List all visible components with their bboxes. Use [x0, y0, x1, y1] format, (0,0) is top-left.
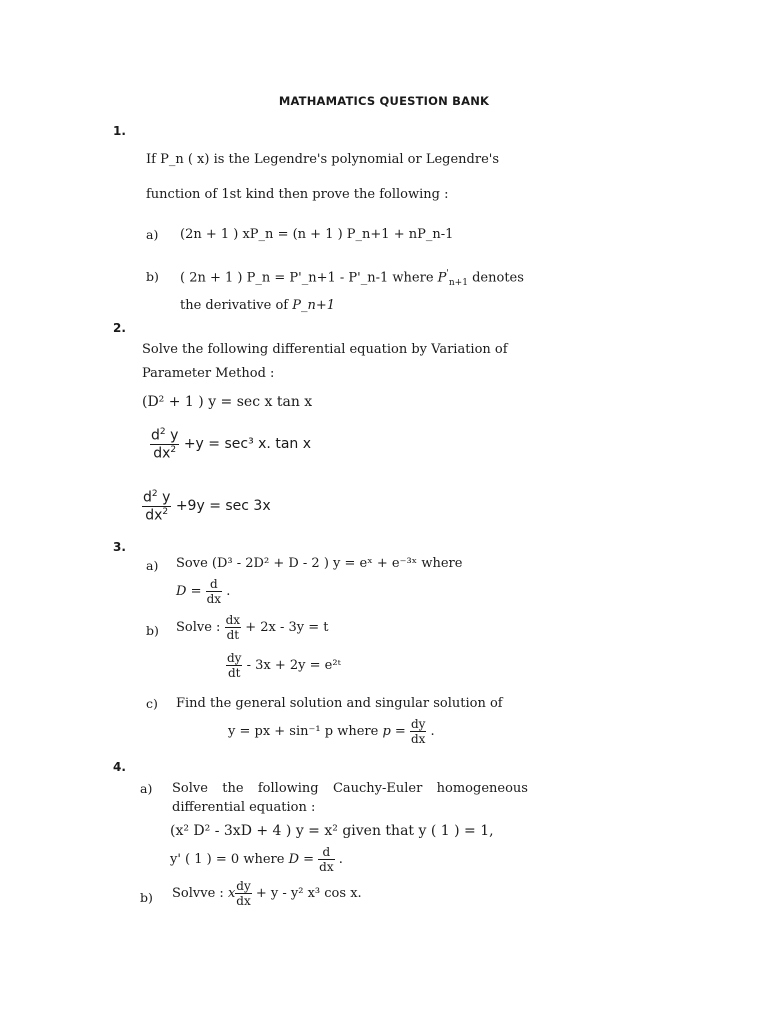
q3-part-a-expression: (D³ - 2D² + D - 2 ) y = eˣ + e⁻³ˣ: [211, 556, 418, 571]
q3-part-a-text: Sove: [176, 556, 208, 571]
q4-part-a-line-1: [172, 781, 528, 796]
q4-part-b-text: Solvve :: [172, 886, 224, 901]
q1-part-b-line-2: [180, 298, 335, 313]
q4-part-a-where: where: [243, 852, 285, 867]
q2-equation-3: [142, 490, 271, 522]
q4-part-a-conditions: y' ( 1 ) = 0 where D = $\frac{d}{dx}$ .: [170, 845, 343, 874]
q4-part-a-label: a): [140, 781, 153, 796]
q3-part-c-equation: y = px + sin⁻¹ p where p = $\frac{dy}{dx}$ .: [228, 717, 435, 746]
q3-part-b-equation-1: [176, 614, 328, 641]
q3-dx-dt-fraction: $\frac{dx}{dt}$: [225, 613, 241, 642]
q4-part-a-cond-2: y' ( 1 ) = 0: [170, 852, 240, 867]
q3-d-over-dx-fraction: $\frac{d}{dx}$: [206, 577, 222, 606]
q3-part-c-label: c): [146, 696, 158, 711]
q1-part-b-derivative-text: the derivative of: [180, 298, 289, 313]
q4-part-b-equation: Solvve : x $\frac{dy}{dx}$ + y - y² x³ cos x.: [172, 879, 362, 908]
q3-part-a-equation: [176, 556, 462, 571]
q4-part-a-given: given that: [342, 823, 415, 839]
q1-part-b-equation: ( 2n + 1 ) P_n = P'_n+1 - P'_n-1 where $P'_{n+1}$ denotes: [180, 269, 524, 288]
q2-eq3-rhs: +9y = sec 3x: [175, 498, 271, 515]
q1-part-a-label: a): [146, 227, 159, 242]
q3-dy-dt-fraction: $\frac{dy}{dt}$: [227, 651, 242, 680]
q4-part-a-equation: [170, 823, 494, 839]
q1-part-b-label: b): [146, 269, 159, 284]
question-number-4: 4.: [113, 760, 126, 774]
q4-a-word-2: the: [222, 781, 244, 796]
q3-part-c-text: Find the general solution and singular solution of: [176, 696, 503, 711]
q1-part-b-denotes: denotes: [472, 270, 524, 286]
q4-a-word-5: homogeneous: [436, 781, 528, 796]
q4-part-a-line-2: differential equation :: [172, 800, 316, 815]
q1-part-b-derivative-symbol: P_n+1: [292, 298, 336, 313]
q2-eq2-fraction: $\frac{d^2 y}{dx^2}$: [151, 427, 179, 462]
q3-part-b-text: Solve :: [176, 620, 221, 635]
q4-d-over-dx-fraction: $\frac{d}{dx}$: [319, 845, 334, 874]
q1-intro-line-2: function of 1st kind then prove the following :: [146, 187, 449, 202]
q2-eq3-fraction: $\frac{d^2 y}{dx^2}$: [143, 489, 171, 524]
q1-part-a-expression: (2n + 1 ) xP_n = (n + 1 ) P_n+1 + nP_n-1: [180, 227, 454, 242]
q4-part-b-label: b): [140, 890, 153, 905]
q4-a-word-4: Cauchy-Euler: [332, 781, 423, 796]
question-number-3: 3.: [113, 540, 126, 554]
q1-part-a-equation: [180, 227, 453, 242]
q1-part-b-where: where: [392, 270, 434, 286]
q2-eq2-rhs: +y = sec³ x. tan x: [183, 436, 312, 453]
q2-intro-line-2: Parameter Method :: [142, 366, 275, 381]
q2-intro-line-1: Solve the following differential equation by Variation of: [142, 342, 508, 357]
q3-part-c-where: where: [337, 724, 379, 739]
q4-a-word-3: following: [257, 781, 319, 796]
q3-part-c-expression: y = px + sin⁻¹ p: [228, 724, 334, 739]
q2-equation-2: [150, 428, 311, 460]
q1-intro-line-1: If P_n ( x) is the Legendre's polynomial or Legendre's: [146, 152, 500, 167]
q3-part-b-eq1-rhs: + 2x - 3y = t: [245, 620, 329, 635]
q3-part-a-operator-def: D = $\frac{d}{dx}$ .: [176, 577, 231, 606]
q3-part-b-equation-2: [226, 652, 341, 679]
q3-part-a-where: where: [421, 556, 463, 571]
q4-dy-dx-fraction: $\frac{dy}{dx}$: [236, 879, 251, 908]
q3-part-b-eq2-rhs: - 3x + 2y = e²ᵗ: [246, 658, 341, 673]
question-number-1: 1.: [113, 124, 126, 138]
q3-part-a-label: a): [146, 558, 159, 573]
page-title: MATHAMATICS QUESTION BANK: [278, 94, 490, 108]
question-number-2: 2.: [113, 321, 126, 335]
q4-a-word-1: Solve: [172, 781, 208, 796]
q3-part-b-label: b): [146, 623, 159, 638]
q1-part-b-expression: ( 2n + 1 ) P_n = P'_n+1 - P'_n-1: [180, 270, 389, 286]
q4-part-b-expression: + y - y² x³ cos x.: [255, 886, 362, 901]
q3-dy-dx-fraction: $\frac{dy}{dx}$: [410, 717, 426, 746]
q4-part-a-expression: (x² D² - 3xD + 4 ) y = x²: [170, 823, 338, 839]
q4-part-a-cond-1: y ( 1 ) = 1,: [418, 823, 494, 839]
q2-equation-1: (D² + 1 ) y = sec x tan x: [142, 394, 313, 410]
